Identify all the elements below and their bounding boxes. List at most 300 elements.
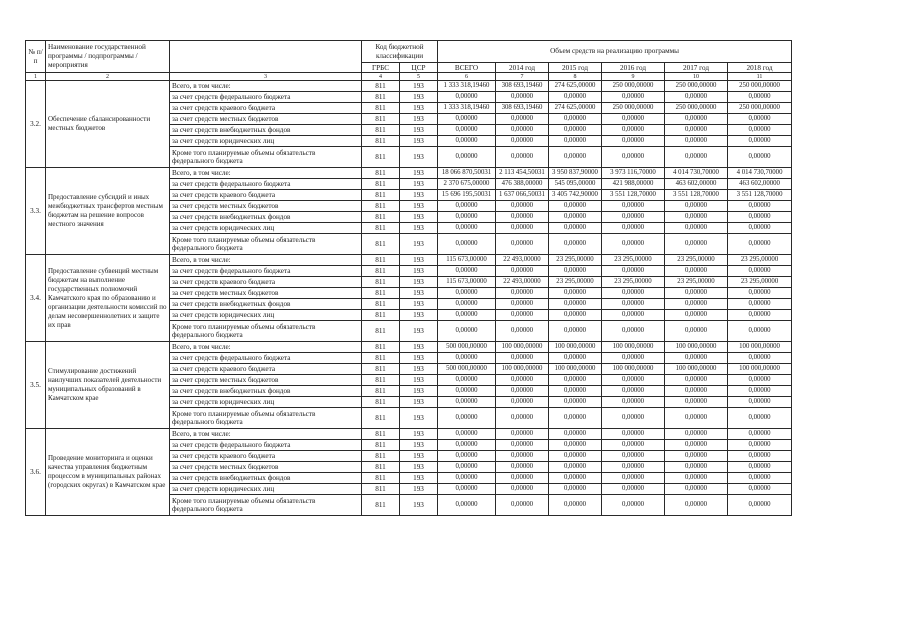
csr-code: 193 (400, 462, 438, 473)
value-total: 0,00000 (438, 147, 496, 168)
grbs-code: 811 (362, 473, 400, 484)
value-2014: 0,00000 (496, 136, 549, 147)
value-2016: 0,00000 (602, 495, 665, 516)
row-description: за счет средств внебюджетных фондов (170, 125, 362, 136)
value-2015: 23 295,00000 (549, 277, 602, 288)
grbs-code: 811 (362, 364, 400, 375)
value-2014: 476 388,00000 (496, 179, 549, 190)
row-description: за счет средств краевого бюджета (170, 190, 362, 201)
value-total: 0,00000 (438, 440, 496, 451)
value-total: 0,00000 (438, 201, 496, 212)
value-2014: 0,00000 (496, 484, 549, 495)
csr-code: 193 (400, 125, 438, 136)
value-2015: 0,00000 (549, 484, 602, 495)
value-2015: 0,00000 (549, 473, 602, 484)
value-total: 0,00000 (438, 310, 496, 321)
value-total: 0,00000 (438, 125, 496, 136)
grbs-code: 811 (362, 386, 400, 397)
row-description: за счет средств краевого бюджета (170, 277, 362, 288)
csr-code: 193 (400, 484, 438, 495)
csr-code: 193 (400, 288, 438, 299)
header-year-2018: 2018 год (728, 63, 792, 73)
row-description: за счет средств местных бюджетов (170, 201, 362, 212)
value-2015: 0,00000 (549, 429, 602, 440)
row-description: за счет средств юридических лиц (170, 484, 362, 495)
value-2017: 0,00000 (665, 114, 728, 125)
value-2018: 0,00000 (728, 495, 792, 516)
column-index-row (26, 73, 792, 81)
value-2015: 0,00000 (549, 223, 602, 234)
value-2014: 0,00000 (496, 397, 549, 408)
value-total: 0,00000 (438, 397, 496, 408)
csr-code: 193 (400, 364, 438, 375)
value-2015: 0,00000 (549, 310, 602, 321)
value-2017: 0,00000 (665, 473, 728, 484)
column-index: 9 (602, 73, 665, 81)
grbs-code: 811 (362, 103, 400, 114)
value-total: 0,00000 (438, 495, 496, 516)
csr-code: 193 (400, 234, 438, 255)
row-description: Всего, в том числе: (170, 429, 362, 440)
column-index: 4 (362, 73, 400, 81)
value-2017: 0,00000 (665, 462, 728, 473)
value-2014: 0,00000 (496, 223, 549, 234)
value-2018: 0,00000 (728, 201, 792, 212)
value-2018: 0,00000 (728, 429, 792, 440)
csr-code: 193 (400, 408, 438, 429)
value-2017: 0,00000 (665, 299, 728, 310)
value-2018: 23 295,00000 (728, 255, 792, 266)
value-2017: 0,00000 (665, 234, 728, 255)
grbs-code: 811 (362, 408, 400, 429)
csr-code: 193 (400, 190, 438, 201)
value-total: 0,00000 (438, 234, 496, 255)
value-2014: 22 493,00000 (496, 255, 549, 266)
value-2016: 0,00000 (602, 136, 665, 147)
section-name: Проведение мониторинга и оценки качества управления бюджетным процессом в муниципальных районах (городских округах) в Камчатском крае (46, 429, 170, 516)
value-2018: 23 295,00000 (728, 277, 792, 288)
value-total: 0,00000 (438, 353, 496, 364)
csr-code: 193 (400, 212, 438, 223)
grbs-code: 811 (362, 440, 400, 451)
csr-code: 193 (400, 495, 438, 516)
value-2017: 0,00000 (665, 125, 728, 136)
value-2017: 0,00000 (665, 136, 728, 147)
value-total: 0,00000 (438, 462, 496, 473)
value-2015: 23 295,00000 (549, 255, 602, 266)
row-description: за счет средств федерального бюджета (170, 92, 362, 103)
value-2016: 0,00000 (602, 484, 665, 495)
value-2018: 0,00000 (728, 147, 792, 168)
value-2014: 100 000,00000 (496, 364, 549, 375)
header-year-2017: 2017 год (665, 63, 728, 73)
grbs-code: 811 (362, 168, 400, 179)
value-2018: 0,00000 (728, 299, 792, 310)
csr-code: 193 (400, 440, 438, 451)
value-2014: 0,00000 (496, 375, 549, 386)
value-2014: 0,00000 (496, 473, 549, 484)
value-2014: 0,00000 (496, 147, 549, 168)
section-number: 3.3. (26, 168, 46, 255)
value-2016: 100 000,00000 (602, 364, 665, 375)
value-2015: 3 405 742,90000 (549, 190, 602, 201)
row-description: Кроме того планируемые объемы обязательств федерального бюджета (170, 147, 362, 168)
value-2018: 0,00000 (728, 484, 792, 495)
column-index: 8 (549, 73, 602, 81)
value-2014: 0,00000 (496, 408, 549, 429)
grbs-code: 811 (362, 310, 400, 321)
row-description: Всего, в том числе: (170, 342, 362, 353)
value-2017: 0,00000 (665, 353, 728, 364)
value-2016: 250 000,00000 (602, 103, 665, 114)
column-index: 3 (170, 73, 362, 81)
value-2015: 0,00000 (549, 462, 602, 473)
column-index: 10 (665, 73, 728, 81)
row-description: за счет средств внебюджетных фондов (170, 386, 362, 397)
csr-code: 193 (400, 266, 438, 277)
value-2018: 0,00000 (728, 114, 792, 125)
grbs-code: 811 (362, 299, 400, 310)
grbs-code: 811 (362, 179, 400, 190)
value-2015: 0,00000 (549, 321, 602, 342)
row-description: за счет средств краевого бюджета (170, 103, 362, 114)
grbs-code: 811 (362, 234, 400, 255)
value-total: 0,00000 (438, 299, 496, 310)
table-row (26, 81, 792, 92)
table-body (26, 81, 792, 516)
row-description: за счет средств федерального бюджета (170, 353, 362, 364)
value-total: 115 673,00000 (438, 277, 496, 288)
value-2017: 100 000,00000 (665, 342, 728, 353)
value-2017: 0,00000 (665, 408, 728, 429)
value-total: 0,00000 (438, 321, 496, 342)
value-2015: 545 095,00000 (549, 179, 602, 190)
row-description: Всего, в том числе: (170, 168, 362, 179)
header-total: ВСЕГО (438, 63, 496, 73)
value-2016: 0,00000 (602, 429, 665, 440)
grbs-code: 811 (362, 125, 400, 136)
value-2016: 100 000,00000 (602, 342, 665, 353)
grbs-code: 811 (362, 321, 400, 342)
value-2014: 0,00000 (496, 212, 549, 223)
value-2017: 23 295,00000 (665, 277, 728, 288)
value-2017: 250 000,00000 (665, 103, 728, 114)
value-2016: 23 295,00000 (602, 277, 665, 288)
value-2014: 0,00000 (496, 125, 549, 136)
table-row (26, 168, 792, 179)
value-2015: 0,00000 (549, 288, 602, 299)
row-description: за счет средств местных бюджетов (170, 375, 362, 386)
header-volume-group: Объем средств на реализацию программы (438, 41, 792, 63)
value-2014: 0,00000 (496, 440, 549, 451)
value-2016: 0,00000 (602, 288, 665, 299)
section-number: 3.5. (26, 342, 46, 429)
column-index: 5 (400, 73, 438, 81)
value-2014: 0,00000 (496, 201, 549, 212)
value-2016: 0,00000 (602, 473, 665, 484)
value-2017: 0,00000 (665, 321, 728, 342)
csr-code: 193 (400, 299, 438, 310)
value-2015: 0,00000 (549, 125, 602, 136)
grbs-code: 811 (362, 81, 400, 92)
value-2017: 0,00000 (665, 201, 728, 212)
csr-code: 193 (400, 255, 438, 266)
value-2015: 0,00000 (549, 440, 602, 451)
csr-code: 193 (400, 310, 438, 321)
value-total: 15 696 195,50031 (438, 190, 496, 201)
value-2018: 0,00000 (728, 266, 792, 277)
value-2017: 0,00000 (665, 397, 728, 408)
value-2017: 0,00000 (665, 92, 728, 103)
table-row (26, 342, 792, 353)
value-total: 0,00000 (438, 266, 496, 277)
csr-code: 193 (400, 429, 438, 440)
value-2017: 0,00000 (665, 451, 728, 462)
row-description: за счет средств внебюджетных фондов (170, 299, 362, 310)
value-2016: 0,00000 (602, 201, 665, 212)
value-total: 0,00000 (438, 473, 496, 484)
value-2015: 274 625,00000 (549, 81, 602, 92)
value-2017: 100 000,00000 (665, 364, 728, 375)
value-2018: 0,00000 (728, 92, 792, 103)
value-total: 0,00000 (438, 451, 496, 462)
value-2018: 3 551 128,70000 (728, 190, 792, 201)
value-total: 0,00000 (438, 375, 496, 386)
value-2016: 0,00000 (602, 125, 665, 136)
value-2014: 2 113 454,50031 (496, 168, 549, 179)
value-2014: 0,00000 (496, 288, 549, 299)
row-description: за счет средств местных бюджетов (170, 462, 362, 473)
grbs-code: 811 (362, 190, 400, 201)
value-2016: 250 000,00000 (602, 81, 665, 92)
value-2015: 0,00000 (549, 201, 602, 212)
value-2016: 0,00000 (602, 212, 665, 223)
value-2015: 100 000,00000 (549, 342, 602, 353)
value-2017: 3 551 128,70000 (665, 190, 728, 201)
header-num: № п/п (26, 41, 46, 73)
value-2018: 0,00000 (728, 440, 792, 451)
value-2018: 0,00000 (728, 462, 792, 473)
table-header (26, 41, 792, 81)
value-2018: 4 014 730,70000 (728, 168, 792, 179)
value-2018: 0,00000 (728, 310, 792, 321)
value-2014: 100 000,00000 (496, 342, 549, 353)
grbs-code: 811 (362, 266, 400, 277)
grbs-code: 811 (362, 429, 400, 440)
value-2016: 0,00000 (602, 408, 665, 429)
value-total: 2 370 675,00000 (438, 179, 496, 190)
csr-code: 193 (400, 114, 438, 125)
value-2018: 0,00000 (728, 386, 792, 397)
value-2017: 0,00000 (665, 147, 728, 168)
value-total: 500 000,00000 (438, 342, 496, 353)
header-year-2014: 2014 год (496, 63, 549, 73)
row-description: за счет средств внебюджетных фондов (170, 212, 362, 223)
value-2017: 23 295,00000 (665, 255, 728, 266)
value-2014: 0,00000 (496, 310, 549, 321)
value-2015: 0,00000 (549, 375, 602, 386)
value-2016: 23 295,00000 (602, 255, 665, 266)
value-2015: 274 625,00000 (549, 103, 602, 114)
value-2018: 0,00000 (728, 375, 792, 386)
row-description: Кроме того планируемые объемы обязательств федерального бюджета (170, 495, 362, 516)
grbs-code: 811 (362, 147, 400, 168)
grbs-code: 811 (362, 451, 400, 462)
value-2015: 0,00000 (549, 299, 602, 310)
value-2017: 463 602,00000 (665, 179, 728, 190)
value-2018: 463 602,00000 (728, 179, 792, 190)
value-2018: 100 000,00000 (728, 364, 792, 375)
value-2014: 0,00000 (496, 92, 549, 103)
value-2016: 3 973 116,70000 (602, 168, 665, 179)
csr-code: 193 (400, 103, 438, 114)
value-2014: 0,00000 (496, 234, 549, 255)
grbs-code: 811 (362, 353, 400, 364)
csr-code: 193 (400, 473, 438, 484)
csr-code: 193 (400, 136, 438, 147)
csr-code: 193 (400, 81, 438, 92)
value-2018: 250 000,00000 (728, 81, 792, 92)
value-2014: 0,00000 (496, 429, 549, 440)
value-total: 500 000,00000 (438, 364, 496, 375)
value-2015: 0,00000 (549, 353, 602, 364)
header-year-2016: 2016 год (602, 63, 665, 73)
value-2016: 0,00000 (602, 386, 665, 397)
value-2014: 0,00000 (496, 299, 549, 310)
value-2014: 0,00000 (496, 114, 549, 125)
value-2017: 4 014 730,70000 (665, 168, 728, 179)
grbs-code: 811 (362, 114, 400, 125)
grbs-code: 811 (362, 342, 400, 353)
csr-code: 193 (400, 277, 438, 288)
grbs-code: 811 (362, 92, 400, 103)
value-2016: 0,00000 (602, 147, 665, 168)
value-total: 1 333 318,19460 (438, 103, 496, 114)
header-grbs: ГРБС (362, 63, 400, 73)
row-description: за счет средств краевого бюджета (170, 364, 362, 375)
header-csr: ЦСР (400, 63, 438, 73)
value-2017: 0,00000 (665, 495, 728, 516)
value-total: 1 333 318,19460 (438, 81, 496, 92)
value-2016: 0,00000 (602, 266, 665, 277)
csr-code: 193 (400, 223, 438, 234)
value-2014: 0,00000 (496, 266, 549, 277)
value-2015: 0,00000 (549, 408, 602, 429)
csr-code: 193 (400, 168, 438, 179)
table-row (26, 255, 792, 266)
value-2014: 0,00000 (496, 495, 549, 516)
row-description: Всего, в том числе: (170, 81, 362, 92)
grbs-code: 811 (362, 201, 400, 212)
row-description: за счет средств местных бюджетов (170, 114, 362, 125)
header-blank (170, 41, 362, 73)
value-total: 0,00000 (438, 212, 496, 223)
value-2014: 0,00000 (496, 353, 549, 364)
section-number: 3.4. (26, 255, 46, 342)
section-number: 3.6. (26, 429, 46, 516)
row-description: Кроме того планируемые объемы обязательств федерального бюджета (170, 234, 362, 255)
value-2016: 0,00000 (602, 353, 665, 364)
value-2015: 0,00000 (549, 212, 602, 223)
value-2018: 0,00000 (728, 408, 792, 429)
value-2016: 0,00000 (602, 310, 665, 321)
csr-code: 193 (400, 375, 438, 386)
value-total: 0,00000 (438, 92, 496, 103)
row-description: за счет средств федерального бюджета (170, 440, 362, 451)
column-index: 7 (496, 73, 549, 81)
value-2017: 0,00000 (665, 386, 728, 397)
value-2014: 1 637 066,50031 (496, 190, 549, 201)
grbs-code: 811 (362, 495, 400, 516)
row-description: за счет средств краевого бюджета (170, 451, 362, 462)
value-2015: 0,00000 (549, 147, 602, 168)
header-year-2015: 2015 год (549, 63, 602, 73)
budget-program-document (25, 40, 792, 516)
budget-table (25, 40, 792, 516)
value-2018: 0,00000 (728, 321, 792, 342)
csr-code: 193 (400, 353, 438, 364)
csr-code: 193 (400, 179, 438, 190)
value-2014: 308 693,19460 (496, 81, 549, 92)
value-2018: 0,00000 (728, 353, 792, 364)
grbs-code: 811 (362, 212, 400, 223)
value-2017: 0,00000 (665, 266, 728, 277)
value-total: 0,00000 (438, 288, 496, 299)
value-2015: 0,00000 (549, 114, 602, 125)
csr-code: 193 (400, 92, 438, 103)
value-2018: 0,00000 (728, 234, 792, 255)
value-2018: 0,00000 (728, 212, 792, 223)
row-description: за счет средств юридических лиц (170, 136, 362, 147)
value-2016: 0,00000 (602, 462, 665, 473)
value-2018: 250 000,00000 (728, 103, 792, 114)
row-description: за счет средств юридических лиц (170, 223, 362, 234)
row-description: за счет средств федерального бюджета (170, 266, 362, 277)
value-2016: 0,00000 (602, 234, 665, 255)
csr-code: 193 (400, 397, 438, 408)
value-2018: 0,00000 (728, 223, 792, 234)
section-name: Стимулирование достижений наилучших показателей деятельности муниципальных образований в Камчатском крае (46, 342, 170, 429)
value-total: 0,00000 (438, 114, 496, 125)
value-2015: 100 000,00000 (549, 364, 602, 375)
header-name: Наименование государственной программы / подпрограммы / мероприятия (46, 41, 170, 73)
row-description: за счет средств местных бюджетов (170, 288, 362, 299)
value-2016: 0,00000 (602, 375, 665, 386)
value-2018: 0,00000 (728, 288, 792, 299)
value-2014: 308 693,19460 (496, 103, 549, 114)
section-name: Предоставление субсидий и иных межбюджетных трансфертов местным бюджетам на решение вопросов местного значения (46, 168, 170, 255)
value-2017: 0,00000 (665, 310, 728, 321)
value-total: 0,00000 (438, 386, 496, 397)
grbs-code: 811 (362, 375, 400, 386)
csr-code: 193 (400, 342, 438, 353)
value-total: 0,00000 (438, 484, 496, 495)
value-2015: 3 950 837,90000 (549, 168, 602, 179)
grbs-code: 811 (362, 484, 400, 495)
value-2014: 0,00000 (496, 451, 549, 462)
row-description: Кроме того планируемые объемы обязательств федерального бюджета (170, 408, 362, 429)
section-number: 3.2. (26, 81, 46, 168)
value-2017: 0,00000 (665, 440, 728, 451)
value-2017: 0,00000 (665, 484, 728, 495)
value-2014: 0,00000 (496, 386, 549, 397)
value-2015: 0,00000 (549, 136, 602, 147)
value-2017: 0,00000 (665, 223, 728, 234)
value-2015: 0,00000 (549, 266, 602, 277)
csr-code: 193 (400, 386, 438, 397)
value-2015: 0,00000 (549, 495, 602, 516)
value-total: 0,00000 (438, 408, 496, 429)
